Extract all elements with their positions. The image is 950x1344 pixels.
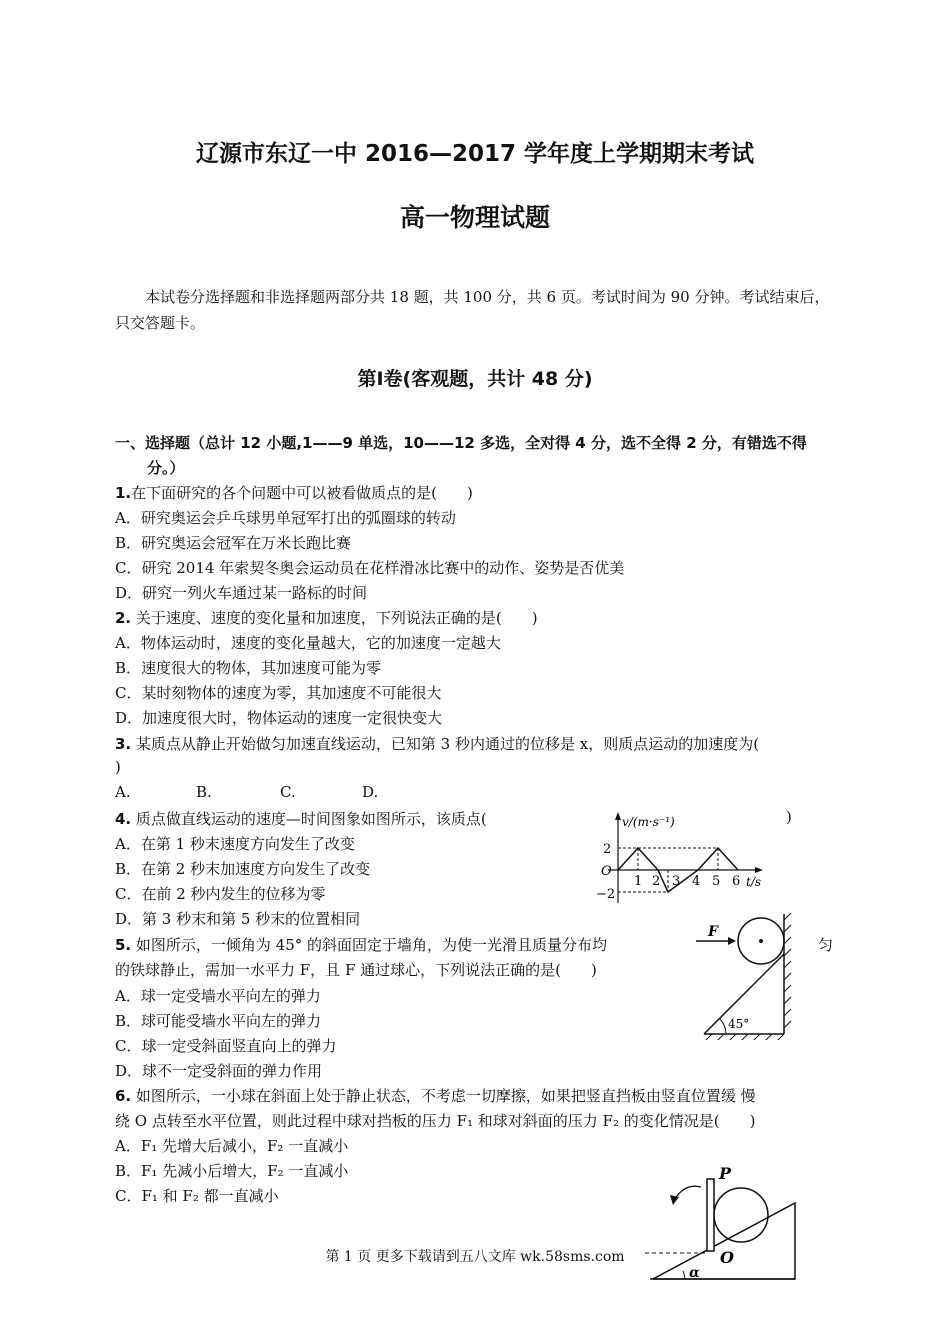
question-3 (115, 733, 759, 754)
question-4-close: ) (786, 808, 792, 826)
question-5-cont: 的铁球静止，需加一水平力 F，且 F 通过球心，下列说法正确的是( ) (115, 961, 597, 979)
x-tick-label: 1 (634, 874, 643, 889)
y-axis-label: v/(m·s⁻¹) (622, 815, 675, 829)
rotation-arrow-icon (670, 1195, 679, 1205)
force-label: F (708, 924, 718, 940)
question-6-cont: 绕 O 点转至水平位置，则此过程中球对挡板的压力 F₁ 和球对斜面的压力 F₂ 的变化情况是( ) (115, 1112, 756, 1130)
ball-center (759, 939, 763, 943)
q1-option-d: D．研究一列火车通过某一路标的时间 (115, 584, 368, 602)
angle-label: 45° (728, 1017, 750, 1031)
q4-option-c: C．在前 2 秒内发生的位移为零 (115, 885, 326, 903)
angle-arc (720, 1019, 726, 1034)
q4-option-d: D．第 3 秒末和第 5 秒末的位置相同 (115, 910, 361, 928)
question-number: 3. (115, 735, 132, 753)
angle-label: α (689, 1265, 700, 1281)
question-3-cont: ) (115, 758, 121, 776)
question-stem: 质点做直线运动的速度—时间图象如图所示，该质点( (131, 810, 487, 828)
q2-option-c: C．某时刻物体的速度为零，其加速度不可能很大 (115, 684, 442, 702)
x-tick-label: 6 (732, 874, 741, 889)
q2-option-a: A．物体运动时，速度的变化量越大，它的加速度一定越大 (115, 634, 501, 652)
q5-figure (690, 908, 805, 1040)
q6-option-b: B．F₁ 先减小后增大，F₂ 一直减小 (115, 1162, 349, 1180)
question-number: 4. (115, 810, 132, 828)
q5-option-d: D．球不一定受斜面的弹力作用 (115, 1062, 323, 1080)
q5-option-c: C．球一定受斜面竖直向上的弹力 (115, 1037, 337, 1055)
question-5 (115, 934, 607, 955)
board-label: P (719, 1165, 732, 1183)
page-footer: 第 1 页 更多下载请到五八文库 wk.58sms.com (325, 1249, 625, 1265)
q3-option-b: B. (196, 783, 212, 801)
pivot-label: O (720, 1248, 734, 1267)
question-stem: 如图所示，一小球在斜面上处于静止状态，不考虑一切摩擦，如果把竖直挡板由竖直位置缓 慢 (131, 1087, 756, 1105)
vt-graph (588, 808, 778, 908)
q6-figure (645, 1165, 825, 1285)
x-tick-label: 2 (652, 874, 661, 889)
question-number: 2. (115, 609, 132, 627)
ball (714, 1188, 768, 1242)
question-number: 6. (115, 1087, 132, 1105)
q1-option-a: A．研究奥运会乒乓球男单冠军打出的弧圈球的转动 (115, 509, 456, 527)
question-5-end: 匀 (818, 936, 834, 954)
part1-heading-cont: 分。） (147, 459, 185, 477)
q2-option-d: D．加速度很大时，物体运动的速度一定很快变大 (115, 709, 443, 727)
question-number: 5. (115, 936, 132, 954)
question-6 (115, 1085, 756, 1106)
section-title: 第Ⅰ卷(客观题，共计 48 分) (357, 368, 593, 390)
x-axis-label: t/s (746, 875, 762, 889)
ground-hatching (706, 1034, 784, 1040)
board (707, 1179, 714, 1251)
x-axis-arrow (755, 867, 763, 873)
q5-option-b: B．球可能受墙水平向左的弹力 (115, 1012, 322, 1030)
q1-option-b: B．研究奥运会冠军在万米长跑比赛 (115, 534, 352, 552)
question-stem: 如图所示，一倾角为 45° 的斜面固定于墙角，为使一光滑且质量分布均 (131, 936, 608, 954)
question-1 (115, 482, 473, 503)
q6-option-a: A．F₁ 先增大后减小，F₂ 一直减小 (115, 1137, 349, 1155)
exam-intro: 本试卷分选择题和非选择题两部分共 18 题，共 100 分，共 6 页。考试时间为 90 分钟。考试结束后，只交答题卡。 (115, 288, 830, 332)
y-tick-label: 2 (603, 842, 612, 857)
question-stem: 某质点从静止开始做匀加速直线运动，已知第 3 秒内通过的位移是 x，则质点运动的加速度为( (131, 735, 760, 753)
question-stem: 关于速度、速度的变化量和加速度，下列说法正确的是( ) (131, 609, 538, 627)
q1-option-c: C．研究 2014 年索契冬奥会运动员在花样滑冰比赛中的动作、姿势是否优美 (115, 559, 625, 577)
q4-option-a: A．在第 1 秒末速度方向发生了改变 (115, 835, 355, 853)
x-tick-label: 4 (692, 874, 701, 889)
y-axis-arrow (615, 812, 621, 820)
wall-hatching (784, 913, 791, 1028)
q2-option-b: B．速度很大的物体，其加速度可能为零 (115, 659, 382, 677)
exam-title: 辽源市东辽一中 2016—2017 学年度上学期期末考试 (195, 141, 755, 167)
q4-option-b: B．在第 2 秒末加速度方向发生了改变 (115, 860, 371, 878)
question-number: 1. (115, 484, 132, 502)
q3-option-c: C. (280, 783, 296, 801)
force-arrow (728, 937, 736, 945)
q3-option-a: A. (115, 783, 131, 801)
q3-option-d: D. (362, 783, 379, 801)
question-2 (115, 607, 538, 628)
origin-label: O (601, 864, 612, 879)
question-4 (115, 808, 487, 829)
q5-option-a: A．球一定受墙水平向左的弹力 (115, 987, 321, 1005)
y-tick-label: −2 (596, 887, 616, 902)
angle-arc (683, 1271, 685, 1279)
incline (653, 1203, 795, 1279)
q6-option-c: C．F₁ 和 F₂ 都一直减小 (115, 1187, 279, 1205)
exam-subtitle: 高一物理试题 (399, 203, 550, 232)
part1-heading: 一、选择题（总计 12 小题,1——9 单选，10——12 多选，全对得 4 分，选不全得 2 分，有错选不得 (115, 434, 807, 452)
x-tick-label: 3 (672, 874, 681, 889)
question-stem: 在下面研究的各个问题中可以被看做质点的是( ) (131, 484, 473, 502)
x-tick-label: 5 (712, 874, 721, 889)
